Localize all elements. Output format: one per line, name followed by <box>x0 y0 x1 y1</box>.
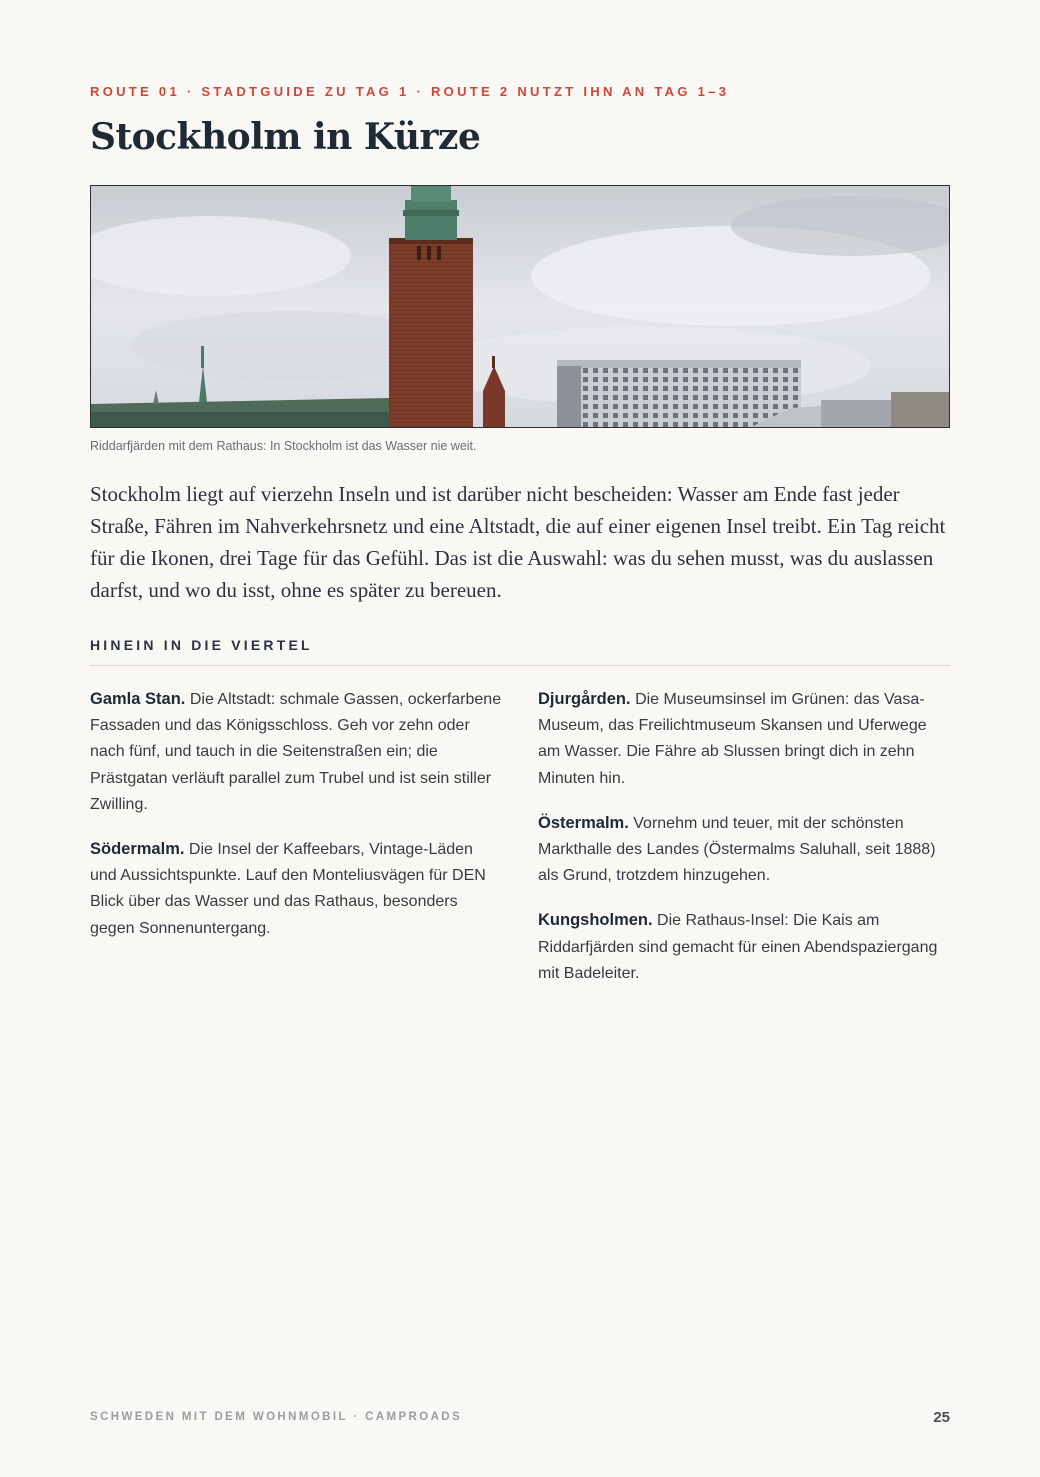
footer-publication: SCHWEDEN MIT DEM WOHNMOBIL · CAMPROADS <box>90 1411 463 1423</box>
district-name: Gamla Stan. <box>90 690 186 708</box>
district-name: Kungsholmen. <box>538 911 653 930</box>
district-text: Die Rathaus-Insel: Die Kais am Riddarfjärden sind gemacht für einen Abendspaziergang mit Badeleiter. <box>538 912 938 982</box>
district-name: Östermalm. <box>538 813 629 832</box>
districts-column-right <box>538 686 950 1005</box>
district-text: Die Altstadt: schmale Gassen, ockerfarbene Fassaden und das Königsschloss. Geh vor zehn oder nach fünf, und tauch in die Seitenstraßen ein; die Prästgatan verläuft parallel zum Trubel und ist sein stiller Zwilling. <box>90 691 502 813</box>
photo-caption: Riddarfjärden mit dem Rathaus: In Stockholm ist das Wasser nie weit. <box>90 439 477 453</box>
district-text: Vornehm und teuer, mit der schönsten Markthalle des Landes (Östermalms Saluhall, seit 1888) als Grund, trotzdem hinzugehen. <box>538 814 936 885</box>
districts-column-left <box>90 686 502 960</box>
route-kicker: ROUTE 01 · STADTGUIDE ZU TAG 1 · ROUTE 2 NUTZT IHN AN TAG 1–3 <box>90 84 730 99</box>
district-name: Djurgården. <box>538 690 631 708</box>
district-name: Södermalm. <box>90 840 185 859</box>
city-hall-photo <box>90 185 950 428</box>
district-entry <box>90 836 502 942</box>
district-text: Die Museumsinsel im Grünen: das Vasa-Museum, das Freilichtmuseum Skansen und Uferwege am Wasser. Die Fähre ab Slussen bringt dich in zehn Minuten hin. <box>538 691 927 787</box>
lead-paragraph: Stockholm liegt auf vierzehn Inseln und ist darüber nicht bescheiden: Wasser am Ende fast jeder Straße, Fähren im Nahverkehrsnetz und eine Altstadt, die auf einer eigenen Insel treibt. Ein Tag reicht für die Ikonen, drei Tage für das Gefühl. Das ist die Auswahl: was du sehen musst, was du auslassen darfst, und wo du isst, ohne es später zu bereuen. <box>90 482 946 602</box>
district-entry <box>538 907 950 987</box>
page-number: 25 <box>933 1409 950 1426</box>
page-title: Stockholm in Kürze <box>90 116 481 158</box>
district-text: Die Insel der Kaffeebars, Vintage-Läden und Aussichtspunkte. Lauf den Monteliusvägen für DEN Blick über das Wasser und das Rathaus, besonders gegen Sonnenuntergang. <box>90 841 486 937</box>
district-entry <box>90 686 502 818</box>
district-entry <box>538 686 950 792</box>
section-heading: HINEIN IN DIE VIERTEL <box>90 637 950 666</box>
district-entry <box>538 810 950 890</box>
